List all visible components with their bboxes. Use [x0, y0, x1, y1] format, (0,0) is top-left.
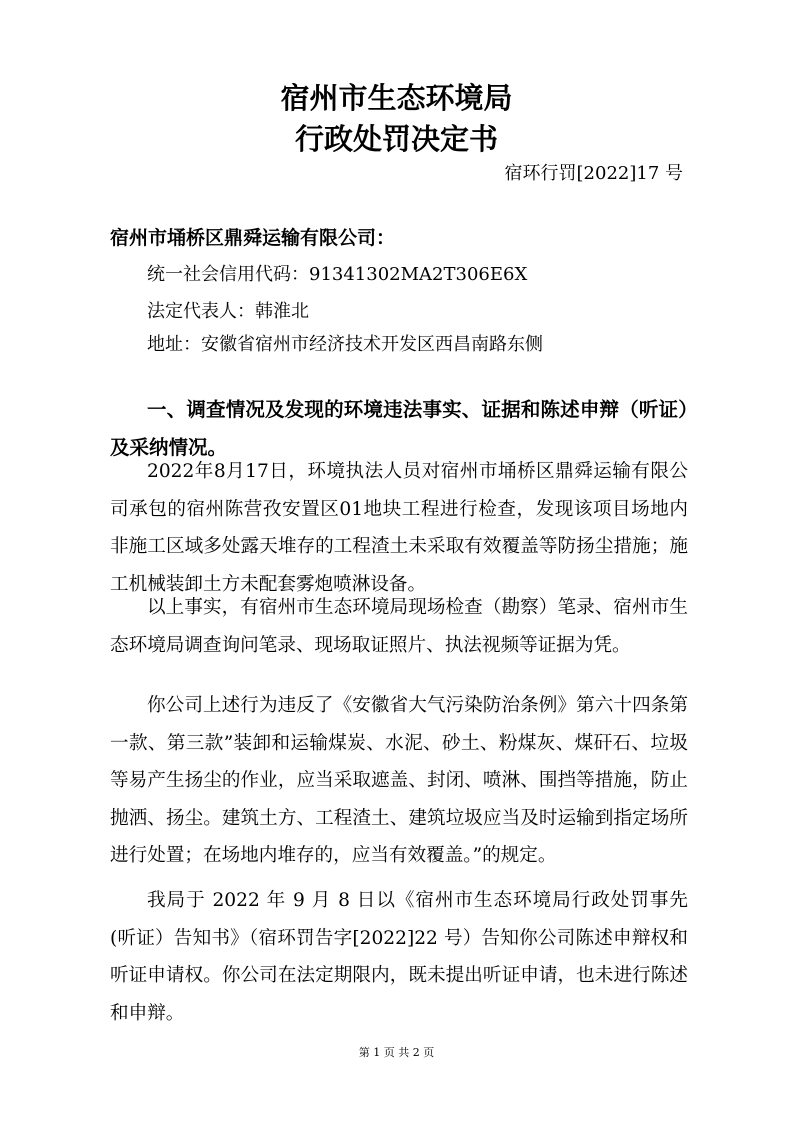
document-title-agency: 宿州市生态环境局: [280, 81, 513, 115]
page-footer: 第 1 页 共 2 页: [358, 1046, 435, 1059]
paragraph-notice: 我局于 2022 年 9 月 8 日以《宿州市生态环境局行政处罚事先(听证）告知书》（宿环罚告字[2022]22 号）告知你公司陈述申辩权和听证申请权。你公司在法定期限内，既未提出听证申请，也未进行陈述和申辩。: [110, 890, 688, 1024]
credit-code: 统一社会信用代码：91341302MA2T306E6X: [147, 264, 528, 285]
paragraph-violation: 你公司上述行为违反了《安徽省大气污染防治条例》第六十四条第一款、第三款”装卸和运输煤炭、水泥、砂土、粉煤灰、煤矸石、垃圾等易产生扬尘的作业，应当采取遮盖、封闭、喷淋、围挡等措施，防止抛洒、扬尘。建筑土方、工程渣土、建筑垃圾应当及时运输到指定场所进行处置；在场地内堆存的，应当有效覆盖。”的规定。: [110, 695, 688, 866]
section-heading: 一、调查情况及发现的环境违法事实、证据和陈述申辩（听证）及采纳情况。: [110, 398, 688, 459]
paragraph-facts: 2022年8月17日，环境执法人员对宿州市埇桥区鼎舜运输有限公司承包的宿州陈营孜安置区01地块工程进行检查，发现该项目场地内非施工区域多处露天堆存的工程渣土未采取有效覆盖等防扬尘措施；施工机械装卸土方未配套雾炮喷淋设备。: [110, 461, 688, 595]
paragraph-evidence: 以上事实，有宿州市生态环境局现场检查（勘察）笔录、宿州市生态环境局调查询问笔录、现场取证照片、执法视频等证据为凭。: [110, 597, 688, 656]
document-number: 宿环行罚[2022]17 号: [504, 163, 683, 184]
legal-representative: 法定代表人：韩淮北: [147, 301, 309, 322]
document-title-type: 行政处罚决定书: [294, 122, 498, 156]
addressee: 宿州市埇桥区鼎舜运输有限公司：: [110, 227, 396, 249]
address: 地址：安徽省宿州市经济技术开发区西昌南路东侧: [147, 334, 543, 355]
